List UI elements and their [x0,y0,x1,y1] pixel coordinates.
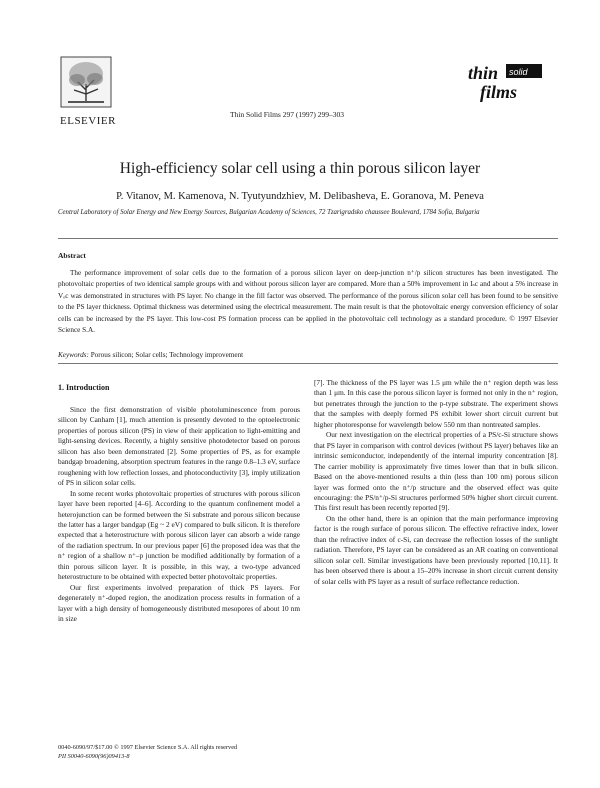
top-divider [58,238,558,239]
paper-title: High-efficiency solar cell using a thin porous silicon layer [119,160,481,177]
paragraph: In some recent works photovoltaic properties of structures with porous silicon layer have been reported [4–6]. According to the quantum confinement model a heterojunction can be formed between the Si substrate and porous silicon because the latter has a larger bandgap (Eg ~ 2 eV) compared to bulk silicon. It is therefore expected that a heterostructure with porous silicon layer can absorb a wide range of the radiation spectrum. In our previous paper [6] the proposed idea was that the n⁺ region of a shallow n⁺–p junction be modified additionally by formation of a thin porous silicon layer. It is possible, in this way, a two-type advanced heterostructure to be obtained with expected better photovoltaic properties. [58,488,300,582]
elsevier-tree-icon [60,56,112,108]
abstract-text: The performance improvement of solar cells due to the formation of a porous silicon layer on deep-junction n⁺/p silicon structures has been investigated. The photovoltaic properties of two identical sample groups with and without porous silicon layer are compared. More than a 50% improvement in Iₛc and about a 5% increase in Vₒc was demonstrated in structures with PS layer. No change in the fill factor was observed. The performance of the porous silicon solar cell has been found to be sensitive to the PS layer thickness. Optimal thickness was determined using the electrical measurement. The main result is that the photovoltaic energy conversion efficiency of solar cells can be increased by the PS layer. This low-cost PS formation process can be applied in the photovoltaic cell technology as a standard procedure. © 1997 Elsevier Science S.A. [58,269,558,335]
copyright-line: 0040-6090/97/$17.00 © 1997 Elsevier Science S.A. All rights reserved [58,744,238,751]
author-affiliation: Central Laboratory of Solar Energy and New Energy Sources, Bulgarian Academy of Sciences, 72 Tzarigradsko chaussee Boulevard, 1784 Sofia, Bulgaria [58,209,480,216]
paragraph: On the other hand, there is an opinion that the main performance improving factor is the rough surface of porous silicon. The effective refractive index, lower than the refractive index of c-Si, can decrease the reflection losses of the sunlight radiation. Therefore, PS layer can be considered as an AR coating on conventional silicon solar cell. Similar investigations have been previously reported [10,11]. It has been observed there is about a 15–20% increase in short circuit current density of solar cells with PS layer as a result of surface reflectance reduction. [314,513,558,586]
paragraph: Our first experiments involved preparation of thick PS layers. For degenerately n⁺-doped region, the anodization process results in formation of a layer with a high density of homogeneously distributed mesopores of about 10 nm in size [58,582,300,624]
paragraph: Our next investigation on the electrical properties of a PS/c-Si structure shows that PS layer in comparison with control devices (without PS layer) behaves like an intrinsic semiconductor, independently of the internal impurity concentration [8]. The carrier mobility is approximately five times lower than that in bulk silicon. Based on the above-mentioned results a thin (less than 100 nm) porous silicon layer was formed onto the n⁺/p structure and the observed effect was quite encouraging: the PS/n⁺/p-Si structures performed 50% higher short circuit current. This first result has been recently reported [9]. [314,430,558,513]
keywords-value: Porous silicon; Solar cells; Technology improvement [90,351,244,359]
svg-text:films: films [480,82,518,102]
paragraph: Since the first demonstration of visible photoluminescence from porous silicon by Canham [1], much attention is presently devoted to the optoelectronic properties of porous silicon (PS) in view of their application to light-emitting and light-sensing devices. Recently, a highly sensitive photodetector based on porous silicon has also been demonstrated [2]. Some properties of PS, as for example bandgap broadening, absorption spectrum features in the range 0.8–1.3 eV, surface roughening with low reflection losses, and photoconductivity [3], imply utilization of PS in silicon solar cells. [58,405,300,488]
journal-reference: Thin Solid Films 297 (1997) 299–303 [230,110,344,119]
publisher-logo [60,56,116,127]
thin-films-logo-icon [462,60,546,104]
keywords-label: Keywords: [58,351,89,359]
paragraph: [7]. The thickness of the PS layer was 1.5 μm while the n⁺ region depth was less than 1 μm. In this case the porous silicon layer is formed not only in the n⁺ region, but penetrates through the junction to the p-type substrate. The experiment shows that the samples with deeply formed PS exhibit lower short circuit current but higher photoresponse for wavelength below 550 nm than nontreated samples. [314,378,558,429]
svg-text:thin: thin [468,63,499,83]
section-heading: 1. Introduction [58,383,110,392]
svg-text:solid: solid [509,67,528,77]
pii-line: PII S0040-6090(96)09413-8 [58,753,130,760]
journal-logo [462,60,546,104]
right-column [314,378,558,587]
abstract-heading: Abstract [58,251,86,260]
abstract-divider [58,363,558,364]
keywords-line [58,351,243,359]
copyright-footer [58,743,237,761]
author-list: P. Vitanov, M. Kamenova, N. Tyutyundzhiev, M. Delibasheva, E. Goranova, M. Peneva [116,191,484,202]
publisher-name: ELSEVIER [60,115,116,127]
left-column [58,405,300,625]
